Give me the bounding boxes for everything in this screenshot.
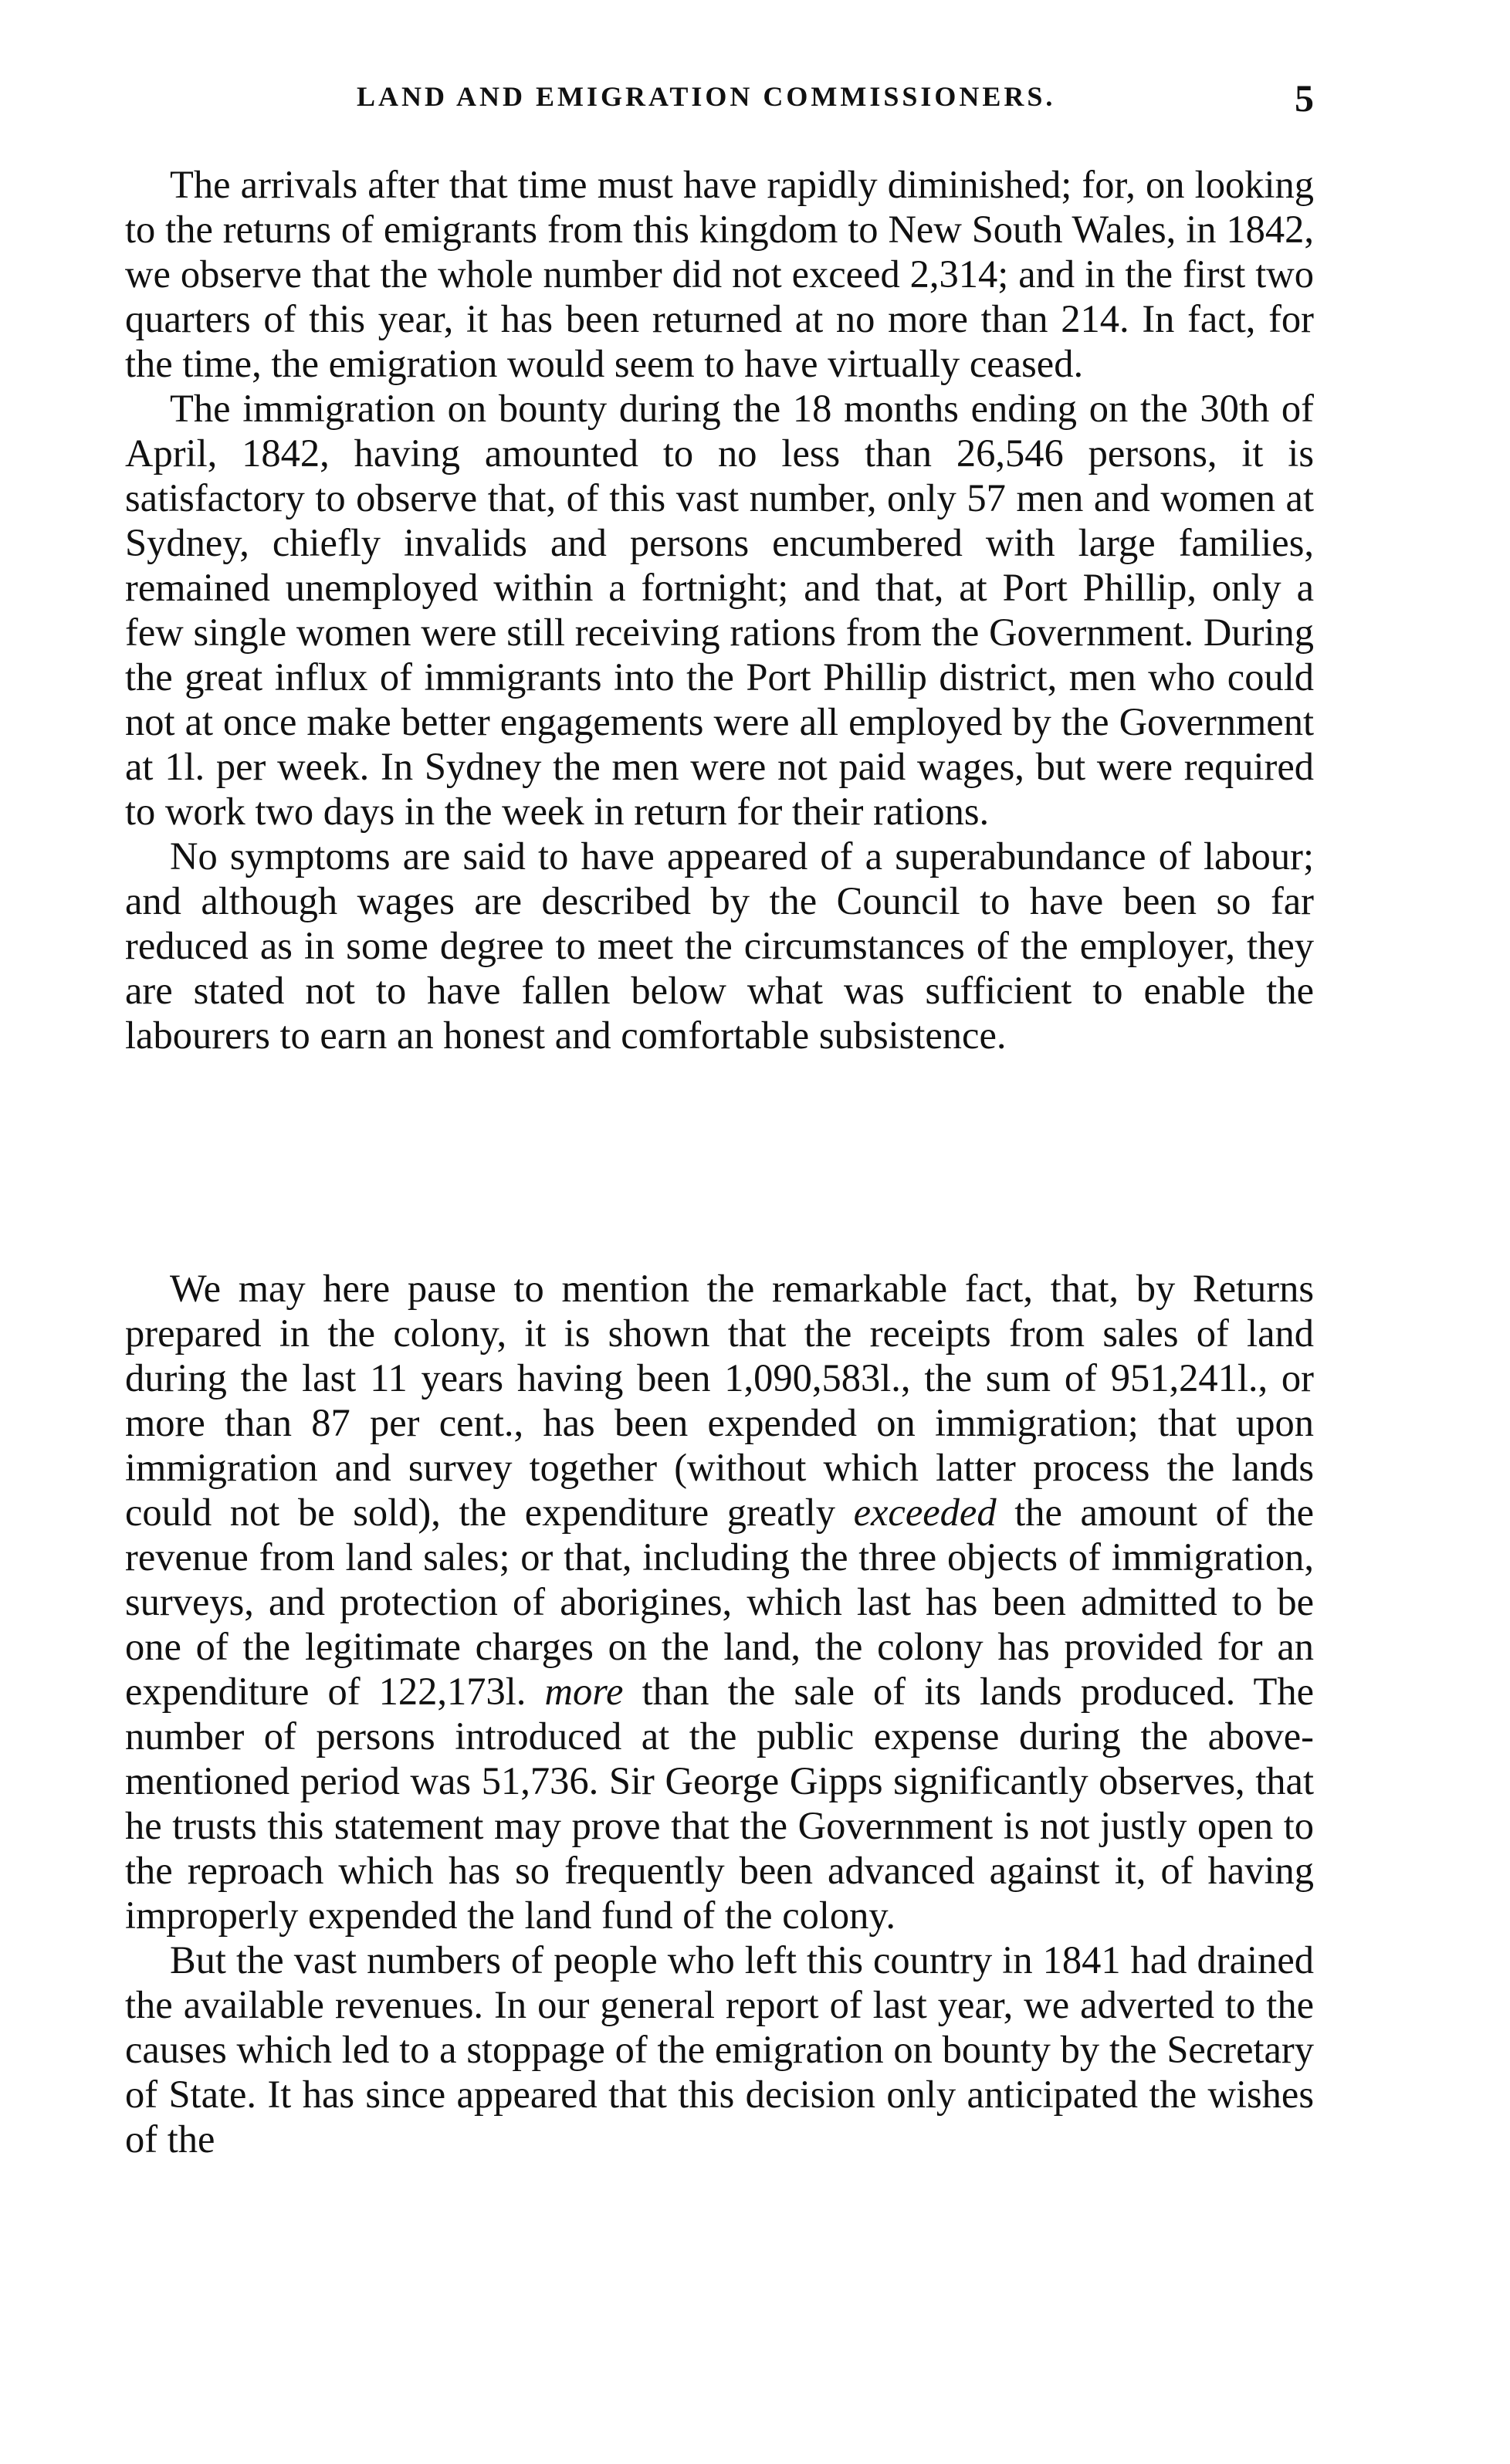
paragraph-4-part-1: We may here pause to mention the remarkable fact, that, by Returns prepared in the colony, it is shown that the receipts from sales of land during the last 11 years having been 1,090,583l., the sum of 951,241l., or more than 87 per cent., has been expended on immigration; that upon immigration and survey together (without which latter process the lands could not be sold), the expenditure greatly bbox=[125, 1267, 1314, 1534]
paragraph-4-italic-exceeded: exceeded bbox=[853, 1491, 997, 1534]
paragraph-4-part-2: the amount of the revenue from land sales; or that, including the three objects of immigration, surveys, and protection of aborigines, which last has been admitted to be one of the legitimate charges on the land, the colony has provided for an expenditure of 122,173l. bbox=[125, 1491, 1314, 1713]
paragraph-4-part-3: than the sale of its lands produced. The number of persons introduced at the public expense during the above-mentioned period was 51,736. Sir George Gipps significantly observes, that he trusts this statement may prove that the Government is not justly open to the reproach which has so frequently been advanced against it, of having improperly expended the land fund of the colony. bbox=[125, 1670, 1314, 1937]
paragraph-3: No symptoms are said to have appeared of a superabundance of labour; and although wages are described by the Council to have been so far reduced as in some degree to meet the circumstances of the employer, they are stated not to have fallen below what was sufficient to enable the labourers to earn an honest and comfortable subsistence. bbox=[125, 834, 1314, 1057]
paragraph-2: The immigration on bounty during the 18 months ending on the 30th of April, 1842, having amounted to no less than 26,546 persons, it is satisfactory to observe that, of this vast number, only 57 men and women at Sydney, chiefly invalids and persons encumbered with large families, remained unemployed within a fortnight; and that, at Port Phillip, only a few single women were still receiving rations from the Government. During the great influx of immigrants into the Port Phillip district, men who could not at once make better engagements were all employed by the Government at 1l. per week. In Sydney the men were not paid wages, but were required to work two days in the week in return for their rations. bbox=[125, 387, 1314, 833]
running-title: LAND AND EMIGRATION COMMISSIONERS. bbox=[357, 81, 1056, 112]
paragraph-5: But the vast numbers of people who left this country in 1841 had drained the available revenues. In our general report of last year, we adverted to the causes which led to a stoppage of the emigration on bounty by the Secretary of State. It has since appeared that this decision only anticipated the wishes of the bbox=[125, 1938, 1314, 2161]
running-head bbox=[125, 76, 1314, 122]
paragraph-4-italic-more: more bbox=[544, 1670, 624, 1713]
text-block-upper bbox=[125, 162, 1314, 1058]
paragraph-4 bbox=[125, 1266, 1314, 1938]
page-number: 5 bbox=[1295, 76, 1314, 120]
text-block-lower bbox=[125, 1266, 1314, 2161]
paragraph-1: The arrivals after that time must have rapidly diminished; for, on looking to the returns of emigrants from this kingdom to New South Wales, in 1842, we observe that the whole number did not exceed 2,314; and in the first two quarters of this year, it has been returned at no more than 214. In fact, for the time, the emigration would seem to have virtually ceased. bbox=[125, 163, 1314, 385]
